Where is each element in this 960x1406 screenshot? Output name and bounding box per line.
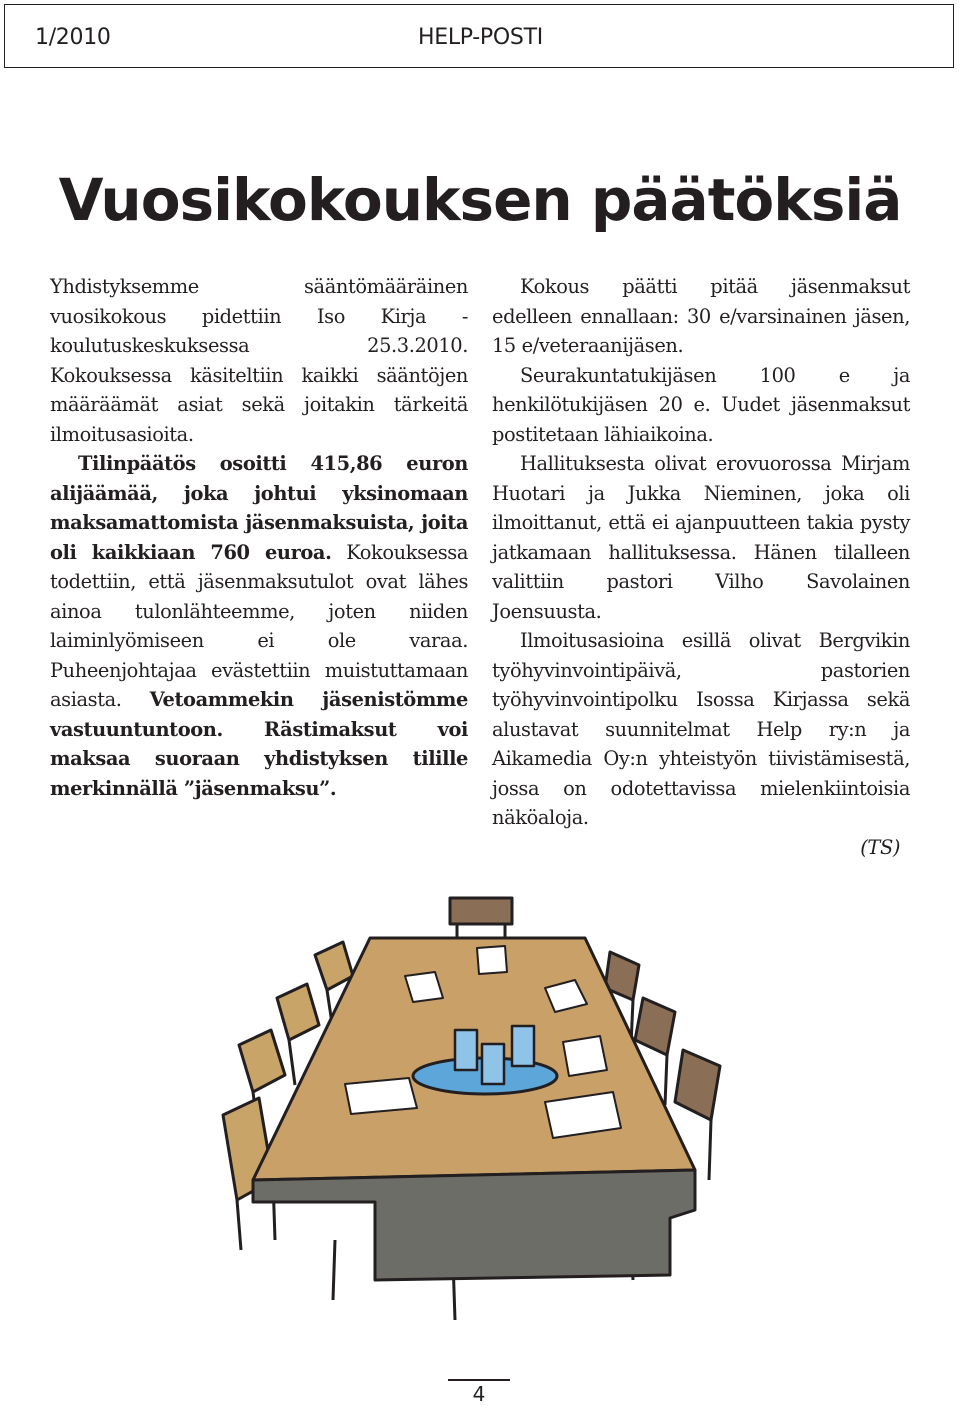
meeting-table-illustration (215, 880, 745, 1340)
paper-1 (477, 946, 507, 974)
paragraph-board: Hallituksesta olivat erovuorossa Mirjam Huotari ja Jukka Nieminen, joka oli ilmoittanut, että ei ajanpuutteen takia pysty jatkamaan hallituksessa. Hänen tilalleen valittiin pastori Vilho Savolainen Joensuusta. (492, 452, 910, 623)
chair-back (450, 898, 512, 940)
paragraph-support-members: Seurakuntatukijäsen 100 e ja henkilötukijäsen 20 e. Uudet jäsenmaksut postitetaan lähiaikoina. (492, 363, 910, 446)
page-number: 4 (472, 1382, 486, 1406)
article-column-left (50, 272, 468, 803)
author-signature: (TS) (860, 835, 900, 859)
finances-highlight: Tilinpäätös osoitti 415,86 euron alijäämää, joka johtui yksinomaan maksamattomista jäsenmaksuista, joita oli kaikkiaan 760 euroa. (50, 452, 468, 564)
paragraph-meeting: Yhdistyksemme sääntömääräinen vuosikokous pidettiin Iso Kirja -koulutuskeskuksessa 25.3.2010. Kokouksessa käsiteltiin kaikki sääntöjen määräämät asiat sekä joitakin tärkeitä ilmoitusasioita. (50, 275, 468, 446)
page-header (4, 4, 954, 68)
paragraph-announcements: Ilmoitusasioina esillä olivat Bergvikin työhyvinvointipäivä, pastorien työhyvinvointipolku Isossa Kirjassa sekä alustavat suunnitelmat Help ry:n ja Aikamedia Oy:n yhteistyön tiivistämisestä, jossa on odotettavissa mielenkiintoisia näköaloja. (492, 629, 910, 829)
finances-text: Kokouksessa todettiin, että jäsenmaksutulot ovat lähes ainoa tulonlähteemme, joten niiden laiminlyömiseen ei ole varaa. Puheenjohtajaa evästettiin muistuttamaan asiasta. (50, 540, 468, 711)
paragraph-finances (50, 449, 468, 803)
publication-name: HELP-POSTI (418, 25, 543, 50)
issue-number: 1/2010 (35, 25, 111, 50)
paper-5 (345, 1078, 417, 1114)
paragraph-fees: Kokous päätti pitää jäsenmaksut edelleen ennallaan: 30 e/varsinainen jäsen, 15 e/veteraanijäsen. (492, 275, 910, 357)
footer-rule (448, 1379, 510, 1381)
article-title: Vuosikokouksen päätöksiä (58, 166, 902, 234)
paper-2 (405, 972, 443, 1002)
appeal-highlight: Vetoammekin jäsenistömme vastuuntuntoon. Rästimaksut voi maksaa suoraan yhdistyksen tilille merkinnällä ”jäsenmaksu”. (50, 688, 468, 800)
paper-4 (563, 1036, 607, 1076)
table-front (253, 1170, 695, 1280)
article-column-right (492, 272, 910, 862)
